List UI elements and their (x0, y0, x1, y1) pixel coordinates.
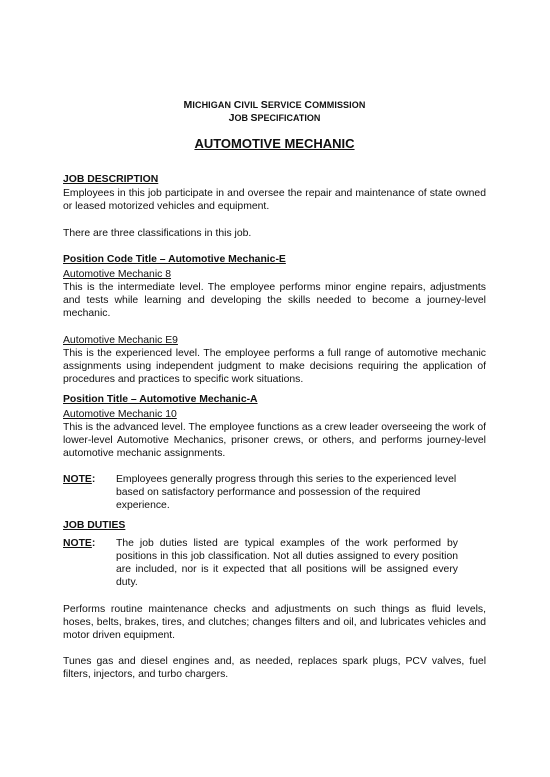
duty-item: Performs routine maintenance checks and adjustments on such things as fluid levels, hoses, belts, brakes, tires, and clutches; changes filters and oil, and lubricates vehicles and motor driven equipment. (63, 604, 486, 641)
spec-header (63, 112, 486, 124)
description-note (63, 473, 458, 512)
level-e9-text: This is the experienced level. The employee performs a full range of automotive mechanic assignments using independent judgment to make decisions requiring the application of procedures and practices to specific work situations. (63, 348, 486, 385)
job-description-heading: JOB DESCRIPTION (63, 174, 159, 185)
position-a-heading: Position Title – Automotive Mechanic-A (63, 394, 258, 405)
duties-note (63, 537, 458, 589)
page-title: AUTOMOTIVE MECHANIC (194, 136, 355, 151)
job-duties-heading: JOB DUTIES (63, 520, 126, 531)
level-10-text: This is the advanced level. The employee functions as a crew leader overseeing the work of lower-level Automotive Mechanics, prisoner crews, or others, and performs journey-level automotive mechanic assignments. (63, 422, 486, 459)
level-8-text: This is the intermediate level. The employee performs minor engine repairs, adjustments and tests while learning and developing the skills needed to become a journey-level mechanic. (63, 282, 486, 319)
level-10-title: Automotive Mechanic 10 (63, 409, 177, 420)
note-text: Employees generally progress through this series to the experienced level based on satisfactory performance and possession of the required experience. (116, 474, 457, 511)
duty-item: Tunes gas and diesel engines and, as needed, replaces spark plugs, PCV valves, fuel filters, injectors, and turbo chargers. (63, 656, 486, 680)
commission-header (63, 99, 486, 111)
position-e-heading: Position Code Title – Automotive Mechanic-E (63, 254, 286, 265)
note-label: NOTE: (63, 474, 96, 485)
job-description-para2: There are three classifications in this job. (63, 228, 252, 239)
spec-label: JOB SPECIFICATION (228, 112, 321, 124)
level-e9-title: Automotive Mechanic E9 (63, 335, 178, 346)
level-8-title: Automotive Mechanic 8 (63, 269, 172, 280)
job-description-para1: Employees in this job participate in and oversee the repair and maintenance of state owned or leased motorized vehicles and equipment. (63, 188, 486, 212)
note-text: The job duties listed are typical examples of the work performed by positions in this job classification. Not all duties assigned to every position are included, nor is it expected that all positions will be assigned every duty. (116, 538, 458, 588)
commission-name: MICHIGAN CIVIL SERVICE COMMISSION (183, 99, 366, 111)
note-label: NOTE: (63, 538, 96, 549)
